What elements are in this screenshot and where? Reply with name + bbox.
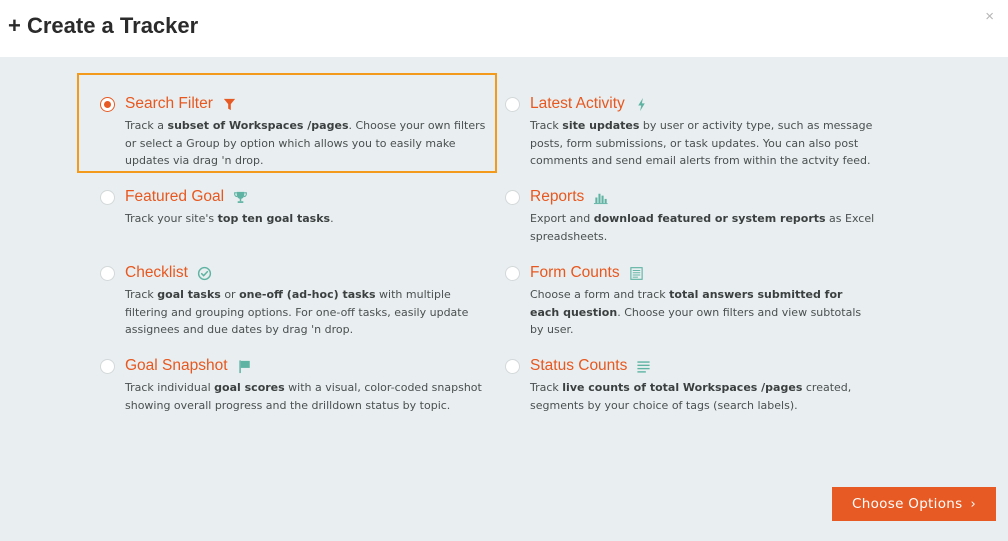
option-title[interactable]: Reports [530,188,585,205]
option-description [125,379,493,414]
description-text: . Choose your own filters and view subtotals by user. [530,305,862,336]
option-description [530,117,875,170]
funnel-icon [222,97,237,112]
description-highlight: subset of Workspaces /pages [167,119,349,132]
description-text: Track [530,381,563,394]
description-highlight: goal scores [214,381,285,394]
option-heading [530,95,649,113]
option-title[interactable]: Goal Snapshot [125,357,228,374]
tracker-option-reports[interactable] [505,188,875,258]
option-description [530,210,875,245]
choose-options-label: Choose Options [852,496,963,512]
option-description [125,286,493,339]
description-text: Track [125,288,158,301]
flag-icon [237,359,252,374]
option-description [125,117,493,170]
description-text: Track [530,119,563,132]
tracker-option-goal-snapshot[interactable] [100,357,493,427]
option-heading [125,357,252,375]
description-text: with a visual, color-coded snapshot showing overall progress and the drilldown status by topic. [125,381,482,412]
option-description [125,210,493,228]
option-title[interactable]: Status Counts [530,357,628,374]
tracker-option-form-counts[interactable] [505,264,875,334]
description-text: by user or activity type, such as message posts, form submissions, or task updates. You can also post comments and send email alerts from within the actvity feed. [530,119,873,167]
chevron-right-icon: › [970,496,976,512]
tracker-option-latest-activity[interactable] [505,95,875,165]
radio-button-featured-goal[interactable] [100,190,115,205]
tracker-option-status-counts[interactable] [505,357,892,427]
description-text: created, segments by your choice of tags (search labels). [530,381,852,412]
description-text: . Choose your own filters or select a Group by option which allows you to easily make updates via drag 'n drop. [125,119,486,167]
option-title[interactable]: Latest Activity [530,95,625,112]
option-description [530,379,892,414]
description-text: Export and [530,212,594,225]
radio-button-checklist[interactable] [100,266,115,281]
description-text: Choose a form and track [530,288,670,301]
modal-title: + Create a Tracker [8,13,199,38]
description-text: Track your site's [125,212,218,225]
description-text: Track individual [125,381,215,394]
description-text: or [220,288,240,301]
radio-button-form-counts[interactable] [505,266,520,281]
option-title[interactable]: Search Filter [125,95,213,112]
option-title[interactable]: Form Counts [530,264,620,281]
trophy-icon [233,190,248,205]
option-heading [125,95,237,113]
description-highlight: one-off (ad-hoc) tasks [239,288,376,301]
bar-chart-icon [593,190,608,205]
description-highlight: download featured or system reports [593,212,826,225]
modal-header [0,0,1008,57]
option-title[interactable]: Featured Goal [125,188,225,205]
description-text: Track a [125,119,168,132]
option-heading [125,264,212,282]
radio-button-search-filter[interactable] [100,97,115,112]
option-title[interactable]: Checklist [125,264,188,281]
option-heading [530,264,644,282]
option-heading [530,357,651,375]
option-heading [530,188,608,206]
tracker-option-search-filter[interactable] [100,95,493,165]
form-icon [629,266,644,281]
close-icon[interactable]: × [985,8,994,25]
option-heading [125,188,248,206]
lines-icon [636,359,651,374]
check-circle-icon [197,266,212,281]
radio-button-reports[interactable] [505,190,520,205]
description-text: as Excel spreadsheets. [530,212,875,243]
description-text: . [330,212,334,225]
radio-button-status-counts[interactable] [505,359,520,374]
description-highlight: total answers submitted for each question [530,288,843,319]
description-highlight: goal tasks [157,288,221,301]
description-text: with multiple filtering and grouping options. For one-off tasks, easily update assignees and due dates by drag 'n drop. [125,288,469,336]
choose-options-button[interactable] [832,487,996,521]
tracker-option-checklist[interactable] [100,264,493,334]
lightning-icon [634,97,649,112]
option-description [530,286,875,339]
description-highlight: top ten goal tasks [217,212,331,225]
radio-button-latest-activity[interactable] [505,97,520,112]
radio-button-goal-snapshot[interactable] [100,359,115,374]
description-highlight: site updates [562,119,640,132]
tracker-option-featured-goal[interactable] [100,188,493,258]
description-highlight: live counts of total Workspaces /pages [562,381,803,394]
